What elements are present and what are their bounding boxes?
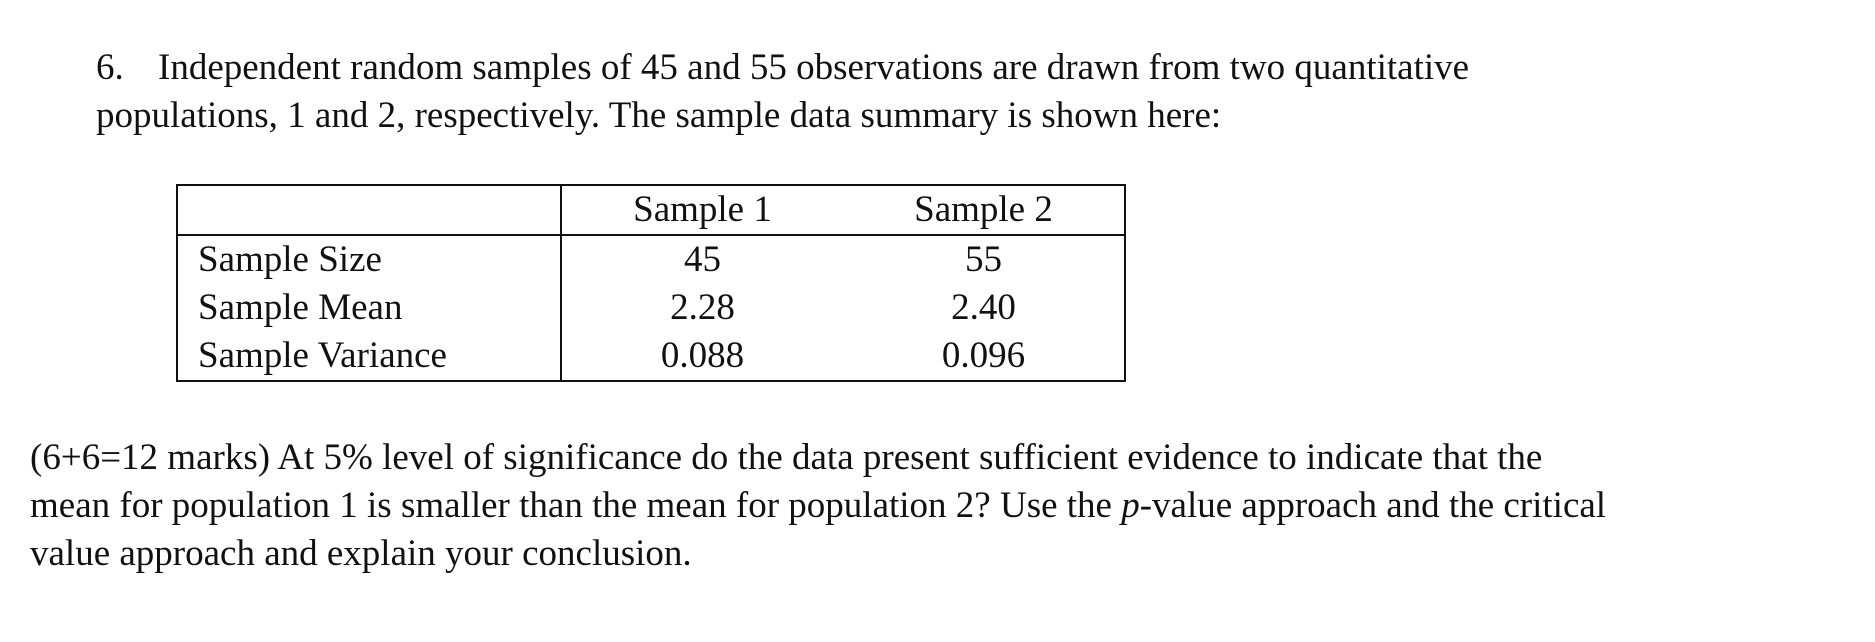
part-line-3: value approach and explain your conclusion. xyxy=(30,533,692,574)
cell-sample-1-mean: 2.28 xyxy=(670,287,735,328)
question-line-1: Independent random samples of 45 and 55 observations are drawn from two quantitative xyxy=(158,47,1470,88)
cell-sample-1-size: 45 xyxy=(684,239,721,280)
table-row xyxy=(177,332,1125,381)
sample-summary-table xyxy=(176,184,1126,382)
question-number: 6. xyxy=(96,47,124,88)
table-header-blank xyxy=(177,185,561,235)
cell-sample-2-size: 55 xyxy=(843,235,1125,284)
p-value-italic: p xyxy=(1121,485,1140,526)
part-line-2 xyxy=(30,482,1850,530)
table-row xyxy=(177,284,1125,332)
part-line-2-after: -value approach and the critical xyxy=(1139,485,1607,526)
table-header-sample-1: Sample 1 xyxy=(561,185,843,235)
question-line-2: populations, 1 and 2, respectively. The sample data summary is shown here: xyxy=(96,95,1222,136)
row-label-sample-mean: Sample Mean xyxy=(177,284,561,332)
row-label-sample-size: Sample Size xyxy=(177,235,561,284)
cell-sample-1-variance: 0.088 xyxy=(561,332,843,381)
row-label-sample-variance: Sample Variance xyxy=(177,332,561,381)
cell-sample-2-variance: 0.096 xyxy=(843,332,1125,381)
table-header-row xyxy=(177,185,1125,235)
part-line-1: (6+6=12 marks) At 5% level of significance do the data present sufficient evidence to indicate that the xyxy=(30,437,1543,478)
table-row xyxy=(177,235,1125,284)
part-line-2-before: mean for population 1 is smaller than the mean for population 2? Use the xyxy=(30,485,1122,526)
part-question-text xyxy=(30,434,1850,578)
question-text xyxy=(96,44,1796,140)
table-header-sample-2: Sample 2 xyxy=(843,185,1125,235)
cell-sample-2-mean: 2.40 xyxy=(843,284,1125,332)
